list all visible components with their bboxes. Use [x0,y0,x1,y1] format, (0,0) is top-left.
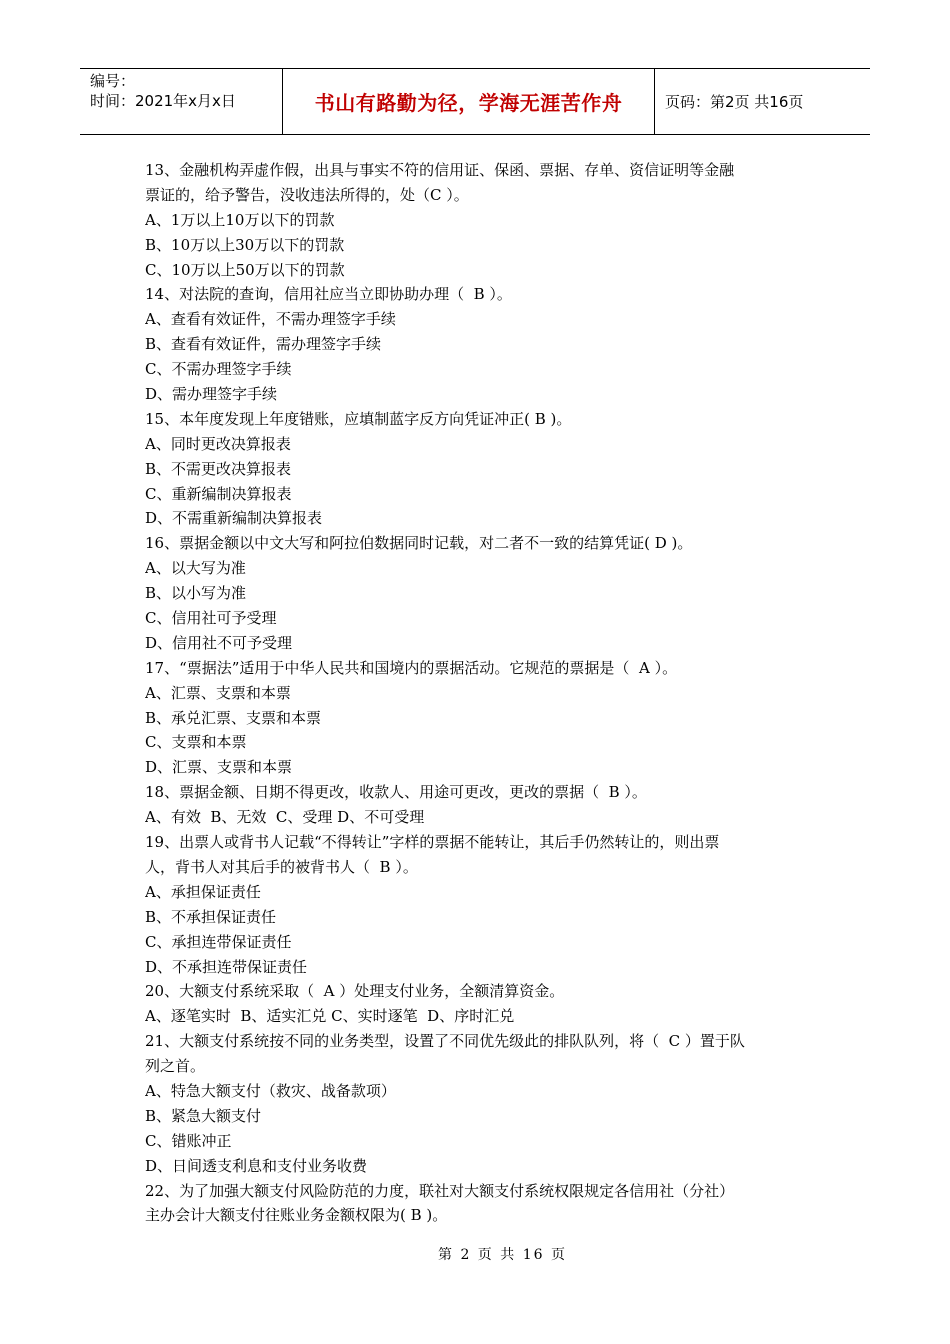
document-number-label: 编号： [90,72,136,90]
text-line: B、以小写为准 [145,584,247,603]
text-line: C、不需办理签字手续 [145,360,292,379]
page-header [80,68,870,135]
text-line: 13、金融机构弄虚作假，出具与事实不符的信用证、保函、票据、存单、资信证明等金融 [145,161,735,179]
text-line: A、以大写为准 [145,559,246,578]
text-line: C、支票和本票 [145,733,247,752]
header-meta [80,69,283,134]
text-line: 票证的，给予警告，没收违法所得的，处（C ）。 [145,185,469,204]
text-line: C、重新编制决算报表 [145,484,292,503]
text-line: A、汇票、支票和本票 [145,683,291,702]
text-line: B、不承担保证责任 [145,907,277,926]
text-line: 20、大额支付系统采取（ A ）处理支付业务，全额清算资金。 [145,982,565,1001]
text-line: 22、为了加强大额支付风险防范的力度，联社对大额支付系统权限规定各信用社（分社） [145,1181,735,1200]
text-line: 列之首。 [145,1057,206,1076]
text-line: B、查看有效证件，需办理签字手续 [145,335,382,354]
text-line: A、查看有效证件，不需办理签字手续 [145,310,396,329]
text-line: 17、“票据法”适用于中华人民共和国境内的票据活动。它规范的票据是（ A ）。 [145,658,678,677]
text-line: D、日间透支利息和支付业务收费 [145,1156,368,1175]
text-line: A、逐笔实时 B、适实汇兑 C、实时逐笔 D、序时汇兑 [145,1007,515,1026]
text-line: 主办会计大额支付往账业务金额权限为( B )。 [145,1206,448,1225]
document-date-label: 时间：2021年x月x日 [90,92,236,110]
text-line: A、1万以上10万以下的罚款 [145,210,335,229]
text-line: B、10万以上30万以下的罚款 [145,235,345,254]
text-line: A、承担保证责任 [145,882,261,901]
text-line: D、不承担连带保证责任 [145,957,308,976]
text-line: D、汇票、支票和本票 [145,758,293,777]
text-line: B、紧急大额支付 [145,1106,262,1125]
text-line: D、需办理签字手续 [145,385,278,404]
text-line: 16、票据金额以中文大写和阿拉伯数据同时记载，对二者不一致的结算凭证( D )。 [145,534,693,553]
text-line: C、承担连带保证责任 [145,932,292,951]
header-motto: 书山有路勤为径，学海无涯苦作舟 [283,69,655,134]
text-line: B、不需更改决算报表 [145,459,292,478]
text-line: 21、大额支付系统按不同的业务类型，设置了不同优先级此的排队队列，将（ C ）置于队 [145,1032,745,1051]
text-line: 14、对法院的查询，信用社应当立即协助办理（ B ）。 [145,285,512,304]
page-footer: 第 2 页 共 16 页 [438,1247,567,1263]
text-line: C、错账冲正 [145,1131,232,1150]
header-page-info: 页码：第2页 共16页 [665,93,804,111]
text-line: A、有效 B、无效 C、受理 D、不可受理 [145,808,425,827]
text-line: 19、出票人或背书人记载“不得转让”字样的票据不能转让，其后手仍然转让的，则出票 [145,833,720,852]
document-body [145,158,810,1228]
text-line: C、10万以上50万以下的罚款 [145,260,345,279]
text-line: A、特急大额支付（救灾、战备款项） [145,1081,396,1100]
text-line: D、不需重新编制决算报表 [145,509,323,528]
text-line: D、信用社不可予受理 [145,633,293,652]
text-line: 人，背书人对其后手的被背书人（ B ）。 [145,857,418,876]
text-line: 18、票据金额、日期不得更改，收款人、用途可更改，更改的票据（ B ）。 [145,783,647,802]
text-line: A、同时更改决算报表 [145,434,291,453]
text-line: C、信用社可予受理 [145,609,277,628]
text-line: B、承兑汇票、支票和本票 [145,708,322,727]
text-line: 15、本年度发现上年度错账，应填制蓝字反方向凭证冲正( B )。 [145,409,572,428]
